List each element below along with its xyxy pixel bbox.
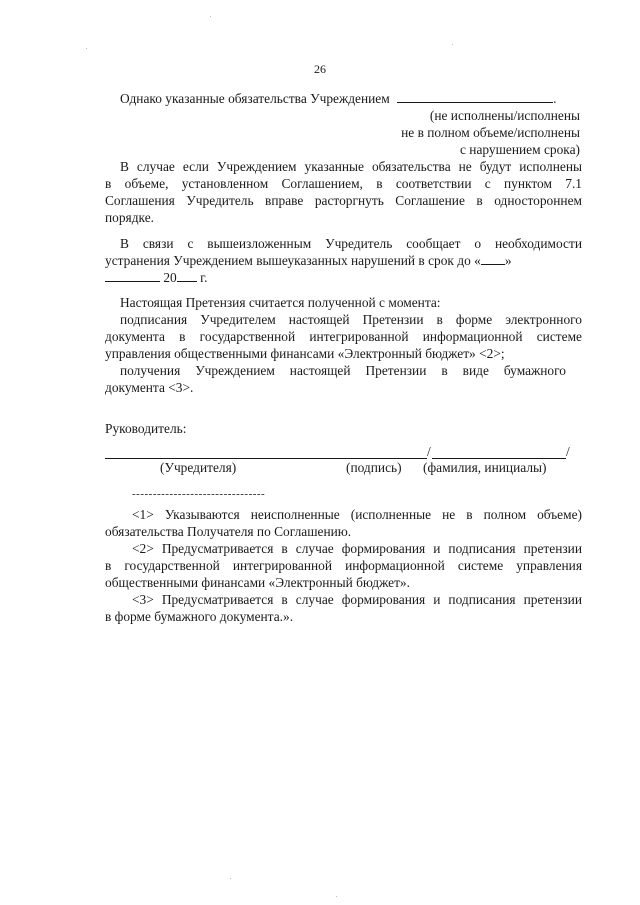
scan-speck xyxy=(210,16,211,17)
para4-line5: получения Учреждением настоящей Претензии в виде бумажного xyxy=(120,363,566,378)
para4-line4: управления общественными финансами «Электронный бюджет» <2>; xyxy=(105,346,505,361)
year-blank xyxy=(177,269,197,282)
page-number: 26 xyxy=(314,62,326,76)
status-hint-2: не в полном объеме/исполнены xyxy=(401,125,580,140)
para2-line3: Соглашения Учредитель вправе расторгнуть Соглашение в одностороннем xyxy=(105,193,582,208)
para3-line2 xyxy=(105,252,512,269)
footnote-3-line2: в форме бумажного документа.». xyxy=(105,609,294,624)
status-hint-1: (не исполнены/исполнены xyxy=(429,108,580,123)
scan-speck xyxy=(230,878,231,879)
para3-quote-close: » xyxy=(504,253,512,268)
slash-1: / xyxy=(427,444,431,459)
para3-line1: В связи с вышеизложенным Учредитель сообщает о необходимости xyxy=(120,236,582,251)
para2-line2: в объеме, установленном Соглашением, в соответствии с пунктом 7.1 xyxy=(105,176,582,191)
footnote-2-line3: общественными финансами «Электронный бюджет». xyxy=(105,575,410,590)
obligations-period: . xyxy=(553,91,557,106)
footnote-1-line2: обязательства Получателя по Соглашению. xyxy=(105,524,352,539)
footnote-2-line1: <2> Предусматривается в случае формирования и подписания претензии xyxy=(132,541,582,556)
caption-name: (фамилия, инициалы) xyxy=(423,460,547,475)
para4-line3: документа в государственной интегрированной информационной системе xyxy=(105,329,582,344)
footnote-1-line1: <1> Указываются неисполненные (исполненные не в полном объеме) xyxy=(132,507,582,522)
obligations-text: Однако указанные обязательства Учреждением xyxy=(120,91,390,106)
footnote-3-line1: <3> Предусматривается в случае формирования и подписания претензии xyxy=(132,592,582,607)
caption-founder: (Учредителя) xyxy=(160,460,237,475)
scan-speck xyxy=(86,48,87,49)
footnote-2-line2: в государственной интегрированной информационной системе управления xyxy=(105,558,582,573)
slash-2: / xyxy=(566,444,570,459)
scan-speck xyxy=(452,44,453,45)
month-blank xyxy=(105,269,160,282)
para4-line2: подписания Учредителем настоящей Претензии в форме электронного xyxy=(120,312,582,327)
footnote-separator: -------------------------------- xyxy=(132,488,266,500)
scan-speck xyxy=(336,896,337,897)
day-blank xyxy=(481,252,505,265)
obligations-line xyxy=(120,90,556,107)
year-suffix: г. xyxy=(200,270,208,285)
para3-line3 xyxy=(105,269,207,286)
status-hint-3: с нарушением срока) xyxy=(459,142,580,157)
para4-line6: документа <3>. xyxy=(105,380,194,395)
para2-line1: В случае если Учреждением указанные обязательства не будут исполнены xyxy=(120,159,582,174)
para4-line1: Настоящая Претензия считается полученной с момента: xyxy=(120,295,441,310)
status-blank xyxy=(397,90,553,103)
para2-line4: порядке. xyxy=(105,210,154,225)
para3-line2-text: устранения Учреждением вышеуказанных нарушений в срок до « xyxy=(105,253,481,268)
caption-signature: (подпись) xyxy=(346,460,402,475)
year-prefix: 20 xyxy=(163,270,177,285)
head-title: Руководитель: xyxy=(105,421,187,436)
